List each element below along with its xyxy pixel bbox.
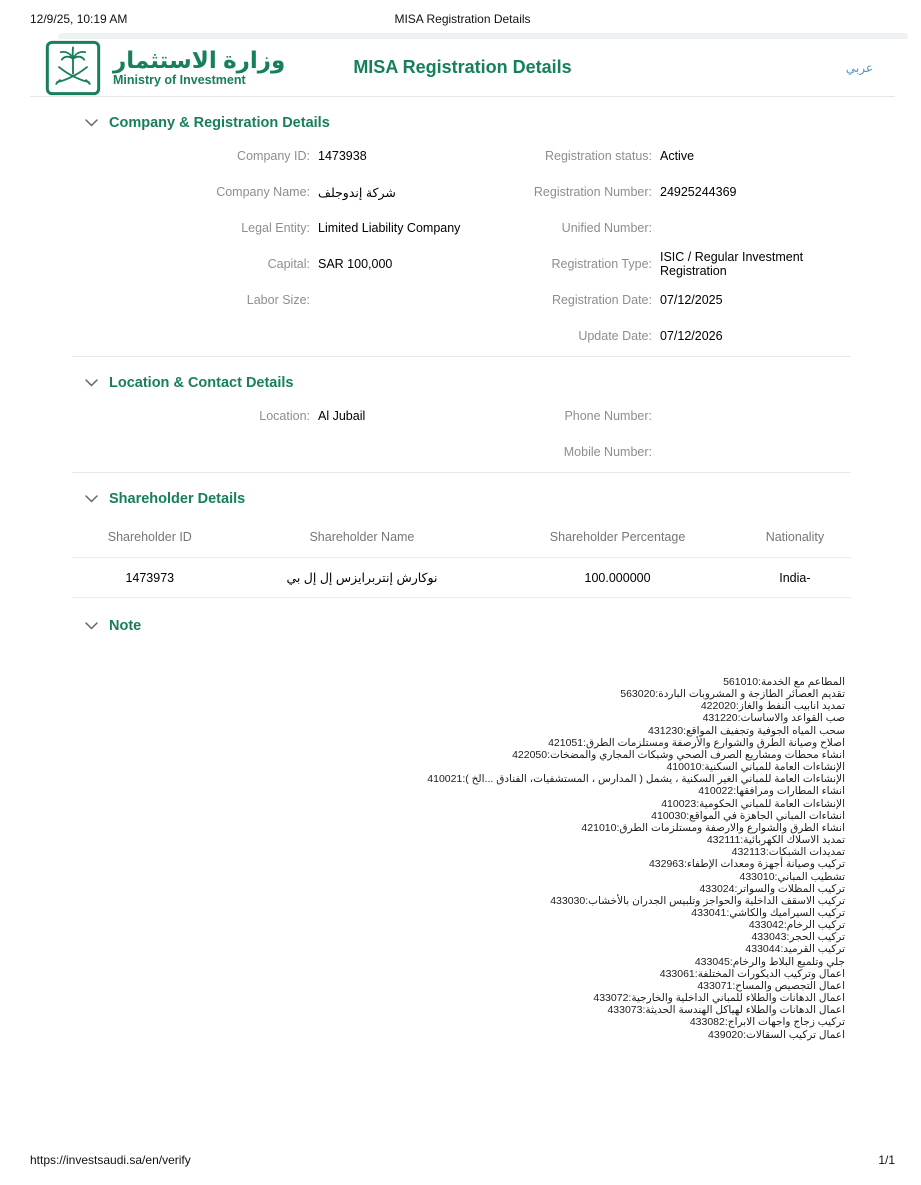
field-value: 24925244369 <box>660 185 737 199</box>
field-value: Al Jubail <box>318 409 366 423</box>
company-field-grid <box>72 138 851 354</box>
table-row <box>72 558 851 598</box>
note-activity-line: تركيب المظلات والسواتر:433024 <box>699 882 845 895</box>
field-label: Registration status: <box>545 149 652 163</box>
field-row <box>462 398 851 434</box>
ministry-name-english: Ministry of Investment <box>113 73 246 87</box>
field-row <box>462 318 851 354</box>
field-label: Labor Size: <box>246 293 310 307</box>
field-value: Active <box>660 149 695 163</box>
field-row <box>72 174 462 210</box>
note-activity-line: الإنشاءات العامة للمباني الغير السكنية ، يشمل ( المدارس ، المستشفيات، الفنادق ...الخ ):410021 <box>427 773 845 786</box>
main-content <box>72 97 851 1043</box>
note-activity-line: تشطيب المباني:433010 <box>739 870 845 883</box>
chevron-down-icon[interactable] <box>85 495 98 503</box>
field-label: Location: <box>259 409 310 423</box>
note-activity-line: تركيب السيراميك والكاشي:433041 <box>691 906 845 919</box>
note-activity-line: تقديم العصائر الطازجة و المشروبات الباردة:563020 <box>620 688 845 701</box>
print-header <box>30 12 895 26</box>
note-activity-line: انشاء محطات ومشاريع الصرف الصحي وشبكات المجاري والمضخات:422050 <box>512 748 845 761</box>
table-cell: 100.000000 <box>496 558 739 598</box>
company-fields-right <box>462 138 851 354</box>
field-row <box>462 246 851 282</box>
shareholder-table-body <box>72 558 851 598</box>
table-cell: 1473973 <box>72 558 228 598</box>
note-activity-line: تركيب الرخام:433042 <box>748 919 845 932</box>
field-value: 1473938 <box>318 149 367 163</box>
saudi-emblem-icon <box>45 40 101 96</box>
location-fields-left <box>72 398 462 470</box>
shareholder-table <box>72 517 851 598</box>
note-activity-line: انشاء الطرق والشوارع والارصفة ومستلزمات الطرق:421010 <box>581 821 845 834</box>
chevron-down-icon[interactable] <box>85 622 98 630</box>
note-activity-line: تركيب زجاج واجهات الابراج:433082 <box>689 1016 845 1029</box>
table-column-header: Shareholder ID <box>72 517 228 558</box>
section-note <box>72 618 851 1043</box>
field-label: Company ID: <box>237 149 310 163</box>
note-content <box>72 676 851 1041</box>
field-value: SAR 100,000 <box>318 257 393 271</box>
note-activity-line: اصلاح وصيانة الطرق والشوارع والأرصفة ومستلزمات الطرق:421051 <box>548 736 845 749</box>
company-fields-left <box>72 138 462 354</box>
table-cell: India- <box>739 558 851 598</box>
section-shareholders <box>72 472 851 600</box>
table-column-header: Shareholder Percentage <box>496 517 739 558</box>
ministry-name-arabic: وزارة الاستثمار <box>113 47 286 73</box>
note-activity-line: اعمال وتركيب الديكورات المختلفة:433061 <box>659 967 845 980</box>
note-activity-line: اعمال الدهانات والطلاء للمباني الداخلية والخارجية:433072 <box>593 992 845 1005</box>
field-value: شركة إندوجلف <box>318 185 396 200</box>
note-activity-line: تمديدات الشبكات:432113 <box>731 846 845 859</box>
table-cell: نوكارش إنتربرايزس إل إل بي <box>228 558 497 598</box>
field-label: Registration Number: <box>533 185 652 199</box>
note-activity-line: اعمال تركيب السقالات:439020 <box>708 1028 845 1041</box>
note-activity-line: تركيب الاسقف الداخلية والحواجز وتلبيس الجدران بالأخشاب:433030 <box>550 894 845 907</box>
ministry-logo-text <box>113 47 285 88</box>
print-footer <box>30 1153 895 1167</box>
print-page-number: 1/1 <box>878 1153 895 1167</box>
section-location <box>72 356 851 472</box>
field-row <box>72 398 462 434</box>
field-row <box>72 282 462 318</box>
field-label: Company Name: <box>216 185 310 199</box>
section-note-header <box>72 618 851 634</box>
section-title: Shareholder Details <box>109 491 246 507</box>
field-row <box>72 138 462 174</box>
note-activity-line: الإنشاءات العامة للمباني الحكومية:410023 <box>661 797 845 810</box>
note-activity-line: تركيب وصيانة أجهزة ومعدات الإطفاء:432963 <box>648 858 845 871</box>
print-datetime: 12/9/25, 10:19 AM <box>30 12 128 26</box>
location-field-grid <box>72 398 851 470</box>
note-activity-line: صب القواعد والاساسات:431220 <box>702 712 845 725</box>
print-url: https://investsaudi.sa/en/verify <box>30 1153 191 1167</box>
field-row <box>72 246 462 282</box>
note-activity-line: اعمال التجصيص والمساح:433071 <box>697 979 845 992</box>
field-label: Registration Type: <box>551 257 652 271</box>
note-activity-line: اعمال الدهانات والطلاء لهياكل الهندسة الحديثة:433073 <box>607 1004 845 1017</box>
chevron-down-icon[interactable] <box>85 379 98 387</box>
note-activity-line: جلي وتلميع البلاط والرخام:433045 <box>694 955 845 968</box>
section-title: Company & Registration Details <box>109 115 330 131</box>
note-activity-line: انشاءات المباني الجاهزة في المواقع:410030 <box>651 809 845 822</box>
section-location-header <box>72 375 851 391</box>
field-label: Update Date: <box>578 329 652 343</box>
field-row <box>72 210 462 246</box>
location-fields-right <box>462 398 851 470</box>
field-row <box>462 282 851 318</box>
section-company-header <box>72 115 851 131</box>
note-activity-line: المطاعم مع الخدمة:561010 <box>723 676 845 688</box>
page-header <box>30 39 895 97</box>
field-value: 07/12/2025 <box>660 293 723 307</box>
note-activity-line: تركيب الحجر:433043 <box>751 931 845 944</box>
field-row <box>462 138 851 174</box>
arabic-language-link[interactable]: عربي <box>845 60 873 75</box>
field-label: Capital: <box>267 257 310 271</box>
field-value: ISIC / Regular Investment Registration <box>660 250 804 278</box>
section-company <box>72 115 851 356</box>
print-doc-title: MISA Registration Details <box>394 12 531 26</box>
table-column-header: Shareholder Name <box>228 517 497 558</box>
ministry-logo <box>45 40 285 96</box>
field-row <box>462 210 851 246</box>
field-label: Legal Entity: <box>241 221 310 235</box>
note-activity-line: تمديد انابيب النفط والغاز:422020 <box>700 700 845 713</box>
table-column-header: Nationality <box>739 517 851 558</box>
field-row <box>462 174 851 210</box>
note-activity-line: سحب المياه الجوفية وتجفيف المواقع:431230 <box>648 724 845 737</box>
field-value: Limited Liability Company <box>318 221 461 235</box>
note-activity-line: تمديد الاسلاك الكهربائية:432111 <box>706 834 845 847</box>
field-row <box>462 434 851 470</box>
field-label: Mobile Number: <box>563 445 652 459</box>
note-activity-line: تركيب القرميد:433044 <box>745 943 845 956</box>
field-value: 07/12/2026 <box>660 329 723 343</box>
section-title: Location & Contact Details <box>109 375 294 391</box>
field-label: Unified Number: <box>561 221 652 235</box>
chevron-down-icon[interactable] <box>85 119 98 127</box>
field-label: Phone Number: <box>564 409 652 423</box>
field-label: Registration Date: <box>551 293 652 307</box>
section-title: Note <box>109 618 142 634</box>
page-title: MISA Registration Details <box>353 57 572 77</box>
shareholder-table-header-row <box>72 517 851 558</box>
section-shareholders-header <box>72 491 851 507</box>
note-activity-line: انشاء المطارات ومرافقها:410022 <box>698 785 845 798</box>
note-activity-line: الإنشاءات العامة للمباني السكنية:410010 <box>666 761 845 774</box>
